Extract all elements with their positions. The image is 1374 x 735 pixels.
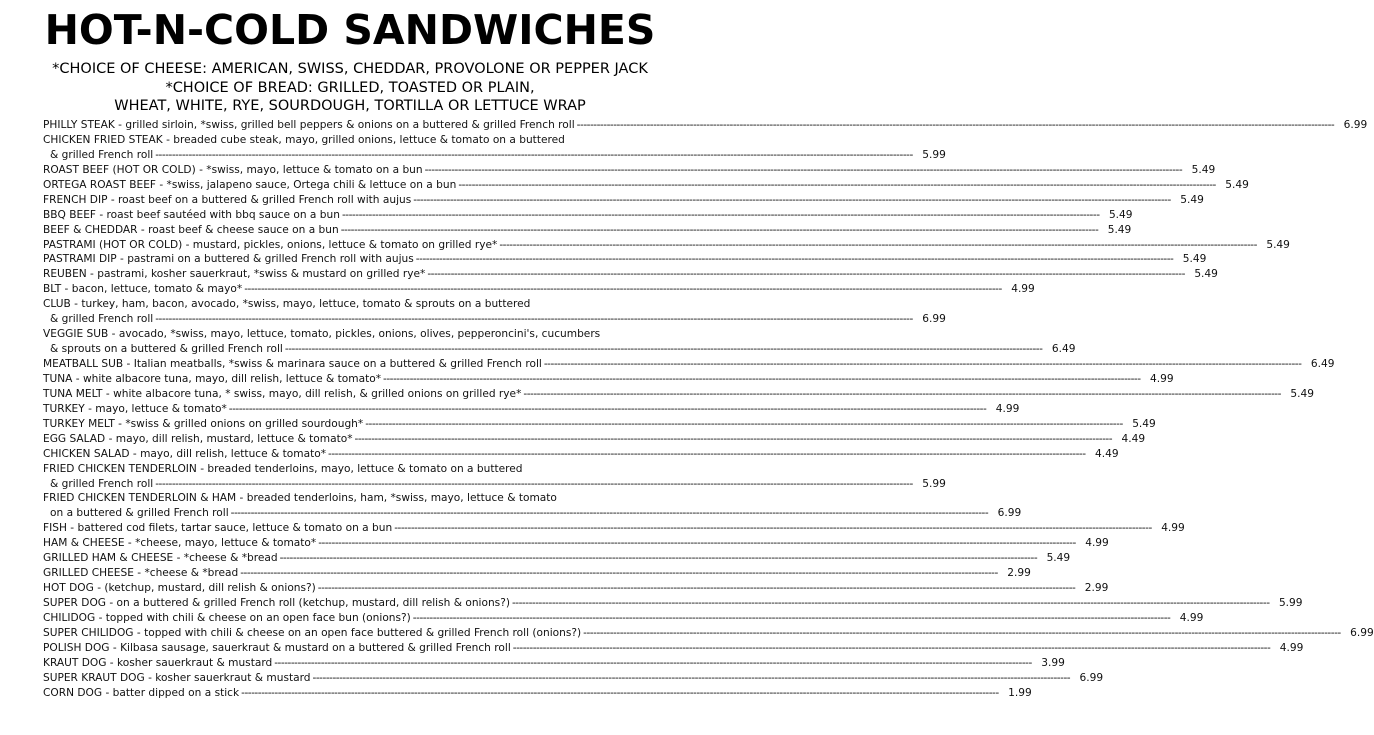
menu-item-description: CHILIDOG - topped with chili & cheese on an open face bun (onions?) bbox=[43, 611, 411, 624]
dot-leader bbox=[413, 193, 1171, 208]
dot-leader bbox=[155, 312, 913, 327]
menu-item-description: SUPER CHILIDOG - topped with chili & cheese on an open face buttered & grilled French roll (onions?) bbox=[43, 626, 582, 639]
dot-leader bbox=[318, 536, 1076, 551]
menu-item-price: 4.99 bbox=[1150, 372, 1174, 385]
menu-item bbox=[43, 566, 1031, 581]
menu-item bbox=[43, 223, 1132, 238]
dot-leader bbox=[285, 342, 1043, 357]
menu-item-price: 5.49 bbox=[1108, 208, 1133, 221]
dot-leader bbox=[229, 402, 987, 417]
dot-leader bbox=[413, 611, 1171, 626]
menu-item-price: 4.49 bbox=[1121, 432, 1146, 445]
menu-item-description: TURKEY MELT - *swiss & grilled onions on grilled sourdough* bbox=[43, 417, 364, 430]
menu-item-continued bbox=[43, 477, 946, 492]
menu-item-price: 5.49 bbox=[1266, 238, 1290, 251]
menu-item-description: HOT DOG - (ketchup, mustard, dill relish & onions?) bbox=[43, 582, 316, 595]
dot-leader bbox=[155, 477, 913, 492]
menu-item-price: 4.99 bbox=[995, 402, 1020, 415]
menu-item bbox=[43, 596, 1303, 611]
dot-leader bbox=[231, 506, 989, 521]
menu-item-price: 4.99 bbox=[1011, 283, 1035, 296]
menu-item-description: FRIED CHICKEN TENDERLOIN & HAM - breaded tenderloins, ham, *swiss, mayo, lettuce & tomato bbox=[43, 492, 557, 505]
dot-leader bbox=[394, 521, 1152, 536]
dot-leader bbox=[427, 267, 1185, 282]
menu-item bbox=[43, 671, 1104, 686]
menu-item bbox=[43, 297, 683, 312]
dot-leader bbox=[280, 551, 1038, 566]
menu-item bbox=[43, 193, 1204, 208]
menu-item bbox=[43, 536, 1109, 551]
dot-leader bbox=[155, 148, 913, 163]
menu-item-description: GRILLED HAM & CHEESE - *cheese & *bread bbox=[43, 552, 278, 565]
dot-leader bbox=[313, 671, 1071, 686]
menu-item bbox=[43, 238, 1290, 253]
dot-leader bbox=[416, 252, 1174, 267]
bread-choice-note-continued: WHEAT, WHITE, RYE, SOURDOUGH, TORTILLA OR LETTUCE WRAP bbox=[114, 98, 586, 114]
menu-item bbox=[43, 252, 1207, 267]
menu-item-description: & grilled French roll bbox=[50, 477, 154, 490]
menu-item-description: CORN DOG - batter dipped on a stick bbox=[43, 686, 240, 699]
menu-item bbox=[43, 208, 1133, 223]
menu-item-price: 5.99 bbox=[922, 148, 946, 161]
menu-item bbox=[43, 133, 683, 148]
menu-item bbox=[43, 611, 1204, 626]
menu-item-price: 5.49 bbox=[1182, 253, 1207, 266]
menu-item-price: 5.99 bbox=[1278, 597, 1303, 609]
menu-item bbox=[43, 178, 1249, 193]
menu-item-description: MEATBALL SUB - Italian meatballs, *swiss & marinara sauce on a buttered & grilled French roll bbox=[43, 358, 542, 370]
menu-item-price: 2.99 bbox=[1007, 567, 1031, 580]
menu-item-description: HAM & CHEESE - *cheese, mayo, lettuce & tomato* bbox=[43, 537, 317, 550]
menu-item bbox=[43, 327, 683, 342]
dot-leader bbox=[341, 223, 1099, 238]
dot-leader bbox=[244, 282, 1002, 297]
menu-item-price: 4.49 bbox=[1095, 447, 1119, 460]
menu-item-description: PASTRAMI (HOT OR COLD) - mustard, pickles, onions, lettuce & tomato on grilled rye* bbox=[43, 238, 498, 251]
menu-item-description: CLUB - turkey, ham, bacon, avocado, *swiss, mayo, lettuce, tomato & sprouts on a buttered bbox=[43, 298, 531, 311]
menu-item bbox=[43, 357, 1335, 372]
menu-item-price: 4.99 bbox=[1179, 611, 1204, 624]
menu-item-price: 5.49 bbox=[1225, 178, 1249, 191]
menu-item-description: SUPER DOG - on a buttered & grilled French roll (ketchup, mustard, dill relish & onions?) bbox=[43, 597, 510, 609]
dot-leader bbox=[513, 641, 1271, 656]
dot-leader bbox=[523, 387, 1281, 402]
menu-item-description: REUBEN - pastrami, kosher sauerkraut, *swiss & mustard on grilled rye* bbox=[43, 268, 426, 281]
menu-item-continued bbox=[43, 312, 946, 327]
menu-item bbox=[43, 163, 1216, 178]
dot-leader bbox=[274, 656, 1032, 671]
menu-item-price: 4.99 bbox=[1279, 641, 1304, 654]
menu-item-description: TUNA - white albacore tuna, mayo, dill relish, lettuce & tomato* bbox=[43, 372, 382, 385]
menu-item-description: BBQ BEEF - roast beef sautéed with bbq sauce on a bun bbox=[43, 208, 340, 221]
menu-item bbox=[43, 656, 1065, 671]
cheese-choice-note: *CHOICE OF CHEESE: AMERICAN, SWISS, CHEDDAR, PROVOLONE OR PEPPER JACK bbox=[52, 61, 648, 77]
menu-item-description: TURKEY - mayo, lettuce & tomato* bbox=[43, 402, 227, 415]
menu-item-description: SUPER KRAUT DOG - kosher sauerkraut & mustard bbox=[43, 671, 311, 684]
dot-leader bbox=[355, 432, 1113, 447]
menu-item-price: 5.49 bbox=[1132, 417, 1156, 430]
bread-choice-note: *CHOICE OF BREAD: GRILLED, TOASTED OR PLAIN, bbox=[165, 80, 535, 96]
menu-item-price: 6.49 bbox=[1051, 343, 1076, 356]
menu-item-description: FRIED CHICKEN TENDERLOIN - breaded tenderloins, mayo, lettuce & tomato on a buttered bbox=[43, 462, 523, 475]
menu-item-description: CHICKEN SALAD - mayo, dill relish, lettuce & tomato* bbox=[43, 447, 327, 460]
sandwich-list bbox=[43, 118, 1374, 701]
menu-item-price: 5.49 bbox=[1046, 552, 1071, 565]
menu-item-continued bbox=[43, 342, 1076, 357]
menu-item-price: 5.49 bbox=[1290, 387, 1314, 400]
menu-item-price: 3.99 bbox=[1041, 656, 1065, 669]
menu-item bbox=[43, 447, 1119, 462]
menu-item-price: 5.49 bbox=[1180, 193, 1204, 206]
menu-item-continued bbox=[43, 148, 946, 163]
menu-item-description: CHICKEN FRIED STEAK - breaded cube steak, mayo, grilled onions, lettuce & tomato on a buttered bbox=[43, 133, 565, 146]
menu-item bbox=[43, 267, 1218, 282]
dot-leader bbox=[342, 208, 1100, 223]
menu-item bbox=[43, 686, 1032, 701]
dot-leader bbox=[425, 163, 1183, 178]
menu-item bbox=[43, 581, 1109, 596]
menu-item-description: FRENCH DIP - roast beef on a buttered & grilled French roll with aujus bbox=[43, 193, 412, 206]
menu-item-description: GRILLED CHEESE - *cheese & *bread bbox=[43, 567, 239, 580]
menu-item-price: 5.99 bbox=[922, 477, 946, 490]
menu-item-price: 4.99 bbox=[1161, 522, 1185, 535]
dot-leader bbox=[577, 118, 1335, 133]
menu-item bbox=[43, 118, 1368, 133]
dot-leader bbox=[318, 581, 1076, 596]
menu-item-description: TUNA MELT - white albacore tuna, * swiss, mayo, dill relish, & grilled onions on grilled rye* bbox=[43, 387, 522, 400]
menu-item-description: on a buttered & grilled French roll bbox=[50, 507, 229, 520]
menu-item-price: 6.99 bbox=[922, 313, 946, 326]
menu-item-price: 2.99 bbox=[1084, 582, 1109, 595]
menu-item-continued bbox=[43, 506, 1022, 521]
menu-item-description: FISH - battered cod filets, tartar sauce, lettuce & tomato on a bun bbox=[43, 522, 393, 535]
menu-item-description: PASTRAMI DIP - pastrami on a buttered & grilled French roll with aujus bbox=[43, 253, 414, 266]
menu-item bbox=[43, 282, 1035, 297]
menu-item bbox=[43, 641, 1304, 656]
menu-item-description: ROAST BEEF (HOT OR COLD) - *swiss, mayo, lettuce & tomato on a bun bbox=[43, 163, 423, 176]
menu-item-description: POLISH DOG - Kilbasa sausage, sauerkraut & mustard on a buttered & grilled French roll bbox=[43, 641, 511, 654]
menu-item-price: 6.99 bbox=[1343, 119, 1368, 131]
menu-item bbox=[43, 372, 1174, 387]
menu-item-price: 1.99 bbox=[1008, 686, 1032, 699]
menu-item-price: 5.49 bbox=[1191, 163, 1216, 176]
menu-item-description: KRAUT DOG - kosher sauerkraut & mustard bbox=[43, 656, 273, 669]
dot-leader bbox=[365, 417, 1123, 432]
dot-leader bbox=[241, 686, 999, 701]
menu-item-price: 6.99 bbox=[1350, 626, 1374, 639]
dot-leader bbox=[240, 566, 998, 581]
menu-item-description: & grilled French roll bbox=[50, 313, 154, 326]
menu-item-description: & sprouts on a buttered & grilled French roll bbox=[50, 343, 283, 356]
menu-item-price: 6.99 bbox=[997, 507, 1022, 520]
menu-item-description: ORTEGA ROAST BEEF - *swiss, jalapeno sauce, Ortega chili & lettuce on a bun bbox=[43, 178, 457, 191]
menu-item-price: 5.49 bbox=[1107, 223, 1132, 236]
menu-item-price: 5.49 bbox=[1194, 268, 1218, 281]
dot-leader bbox=[383, 372, 1141, 387]
menu-item bbox=[43, 491, 683, 506]
menu-item bbox=[43, 551, 1071, 566]
menu-item bbox=[43, 626, 1374, 641]
menu-item-price: 6.99 bbox=[1079, 671, 1104, 684]
dot-leader bbox=[583, 626, 1341, 641]
menu-item-description: BLT - bacon, lettuce, tomato & mayo* bbox=[43, 283, 243, 296]
dot-leader bbox=[458, 178, 1216, 193]
dot-leader bbox=[512, 596, 1270, 611]
menu-item bbox=[43, 417, 1156, 432]
menu-item bbox=[43, 387, 1314, 402]
menu-item-price: 6.49 bbox=[1310, 358, 1335, 370]
menu-title: HOT-N-COLD SANDWICHES bbox=[44, 6, 656, 54]
menu-item bbox=[43, 432, 1146, 447]
dot-leader bbox=[328, 447, 1086, 462]
menu-item-description: & grilled French roll bbox=[50, 148, 154, 161]
menu-item-description: BEEF & CHEDDAR - roast beef & cheese sauce on a bun bbox=[43, 223, 339, 236]
menu-item-price: 4.99 bbox=[1085, 537, 1109, 550]
menu-item bbox=[43, 521, 1185, 536]
dot-leader bbox=[544, 357, 1302, 372]
menu-item-description: EGG SALAD - mayo, dill relish, mustard, lettuce & tomato* bbox=[43, 432, 353, 445]
menu-item-description: PHILLY STEAK - grilled sirloin, *swiss, grilled bell peppers & onions on a buttered & grilled French roll bbox=[43, 119, 575, 131]
dot-leader bbox=[499, 238, 1257, 253]
menu-item bbox=[43, 462, 683, 477]
menu-item bbox=[43, 402, 1020, 417]
menu-item-description: VEGGIE SUB - avocado, *swiss, mayo, lettuce, tomato, pickles, onions, olives, pepperoncini's, cucumbers bbox=[43, 328, 601, 341]
